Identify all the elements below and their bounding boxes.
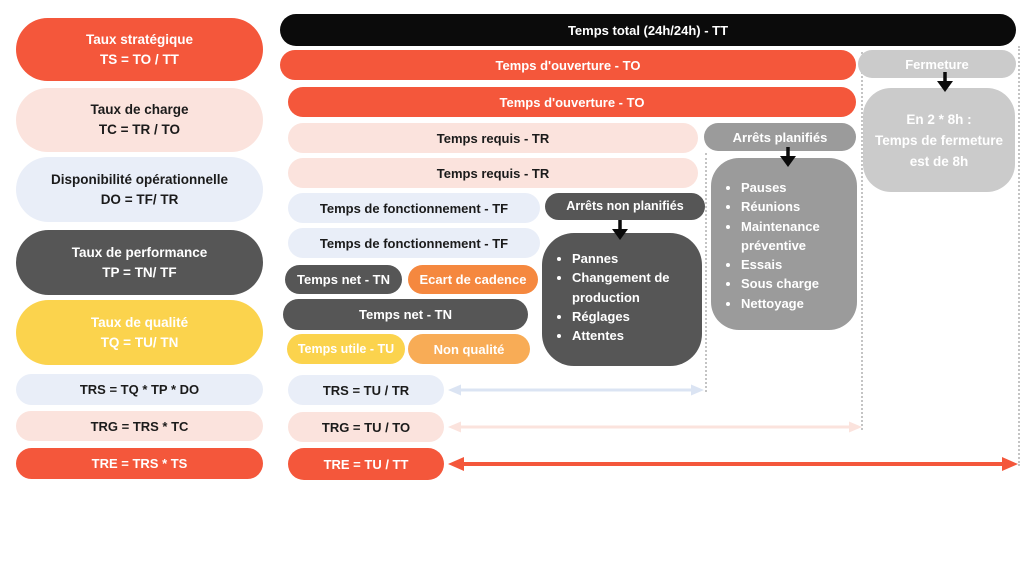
guide-line-tt-end bbox=[1018, 46, 1020, 466]
pill-non-qualite bbox=[408, 334, 530, 364]
pill-taux-de-performance-title: Taux de performance bbox=[71, 244, 208, 260]
list-item: • Pannes bbox=[572, 249, 694, 268]
pill-trg-ratio bbox=[288, 412, 444, 442]
guide-line-tr-end bbox=[705, 153, 707, 392]
list-item: • Nettoyage bbox=[741, 294, 849, 313]
temps-net-2-label: Temps net - TN bbox=[359, 307, 452, 322]
tre-ratio-label: TRE = TU / TT bbox=[323, 456, 409, 472]
arrets-planifies-list bbox=[711, 178, 857, 313]
list-item: • Essais bbox=[741, 255, 849, 274]
temps-utile-label: Temps utile - TU bbox=[297, 341, 395, 356]
bar-temps-ouverture-2-label: Temps d'ouverture - TO bbox=[499, 94, 645, 110]
list-item: • Réglages bbox=[572, 307, 694, 326]
bar-temps-ouverture-1 bbox=[280, 50, 856, 80]
pill-trs-formula bbox=[16, 374, 263, 405]
pill-taux-de-charge bbox=[16, 88, 263, 152]
trg-ratio-label: TRG = TU / TO bbox=[321, 419, 411, 435]
box-arrets-non-planifies-items bbox=[542, 233, 702, 366]
trg-range-arrow bbox=[447, 419, 863, 435]
box-fermeture-detail bbox=[863, 88, 1015, 192]
arrets-non-planifies-label: Arrêts non planifiés bbox=[566, 199, 684, 213]
pill-disponibilite-formula: DO = TF/ TR bbox=[100, 191, 179, 207]
pill-taux-de-qualite-formula: TQ = TU/ TN bbox=[100, 334, 179, 350]
arrets-planifies-label: Arrêts planifiés bbox=[732, 129, 828, 145]
bar-temps-ouverture-2 bbox=[288, 87, 856, 117]
list-item: • Attentes bbox=[572, 326, 694, 345]
trg-formula-text: TRG = TRS * TC bbox=[90, 418, 189, 434]
bar-temps-requis-1 bbox=[288, 123, 698, 153]
pill-temps-net-1 bbox=[285, 265, 402, 294]
pill-temps-utile bbox=[287, 334, 405, 364]
list-item: • Maintenance préventive bbox=[741, 217, 849, 256]
pill-taux-de-performance-formula: TP = TN/ TF bbox=[102, 264, 177, 280]
trs-formula-text: TRS = TQ * TP * DO bbox=[79, 382, 200, 397]
pill-taux-de-qualite bbox=[16, 300, 263, 365]
fermeture-detail-line2: Temps de fermeture bbox=[874, 132, 1004, 148]
bar-temps-ouverture-1-label: Temps d'ouverture - TO bbox=[495, 57, 641, 73]
ecart-de-cadence-label: Ecart de cadence bbox=[419, 272, 527, 287]
list-item: • Réunions bbox=[741, 197, 849, 216]
fermeture-detail-line1: En 2 * 8h : bbox=[906, 111, 972, 127]
down-arrow-icon bbox=[609, 219, 631, 241]
bar-temps-requis-2-label: Temps requis - TR bbox=[436, 165, 550, 181]
tre-range-arrow bbox=[447, 454, 1019, 474]
pill-tre-formula bbox=[16, 448, 263, 479]
pill-ecart-de-cadence bbox=[408, 265, 538, 294]
pill-arrets-non-planifies bbox=[545, 193, 705, 220]
pill-trg-formula bbox=[16, 411, 263, 441]
bar-temps-fonctionnement-2-label: Temps de fonctionnement - TF bbox=[319, 235, 509, 251]
pill-disponibilite-operationnelle bbox=[16, 157, 263, 222]
guide-line-to-end bbox=[861, 52, 863, 430]
pill-trs-ratio bbox=[288, 375, 444, 405]
bar-temps-fonctionnement-2 bbox=[288, 228, 540, 258]
bar-temps-fonctionnement-1-label: Temps de fonctionnement - TF bbox=[319, 200, 509, 216]
down-arrow-icon bbox=[777, 146, 799, 168]
pill-taux-strategique-formula: TS = TO / TT bbox=[100, 51, 179, 67]
bar-temps-total-label: Temps total (24h/24h) - TT bbox=[567, 22, 729, 38]
list-item: • Sous charge bbox=[741, 274, 849, 293]
non-qualite-label: Non qualité bbox=[433, 341, 505, 357]
bar-temps-net-2 bbox=[283, 299, 528, 330]
pill-taux-strategique-title: Taux stratégique bbox=[85, 31, 194, 47]
pill-taux-de-qualite-title: Taux de qualité bbox=[90, 314, 189, 330]
pill-tre-ratio bbox=[288, 448, 444, 480]
fermeture-label: Fermeture bbox=[905, 56, 969, 72]
bar-temps-requis-1-label: Temps requis - TR bbox=[436, 130, 550, 146]
box-arrets-planifies-items bbox=[711, 158, 857, 330]
trs-range-arrow bbox=[447, 382, 705, 398]
pill-taux-de-charge-title: Taux de charge bbox=[90, 102, 189, 117]
down-arrow-icon bbox=[934, 71, 956, 93]
bar-temps-total bbox=[280, 14, 1016, 46]
pill-taux-strategique bbox=[16, 18, 263, 81]
bar-temps-fonctionnement-1 bbox=[288, 193, 540, 223]
pill-taux-de-performance bbox=[16, 230, 263, 295]
arrets-non-planifies-list bbox=[542, 249, 702, 345]
pill-disponibilite-title: Disponibilité opérationnelle bbox=[50, 171, 229, 187]
list-item: • Pauses bbox=[741, 178, 849, 197]
trs-ratio-label: TRS = TU / TR bbox=[322, 382, 410, 398]
fermeture-detail-line3: est de 8h bbox=[909, 153, 969, 169]
bar-temps-requis-2 bbox=[288, 158, 698, 188]
pill-taux-de-charge-formula: TC = TR / TO bbox=[98, 122, 181, 137]
temps-net-1-label: Temps net - TN bbox=[297, 272, 390, 287]
tre-formula-text: TRE = TRS * TS bbox=[91, 456, 188, 471]
list-item: • Changement de production bbox=[572, 268, 694, 307]
